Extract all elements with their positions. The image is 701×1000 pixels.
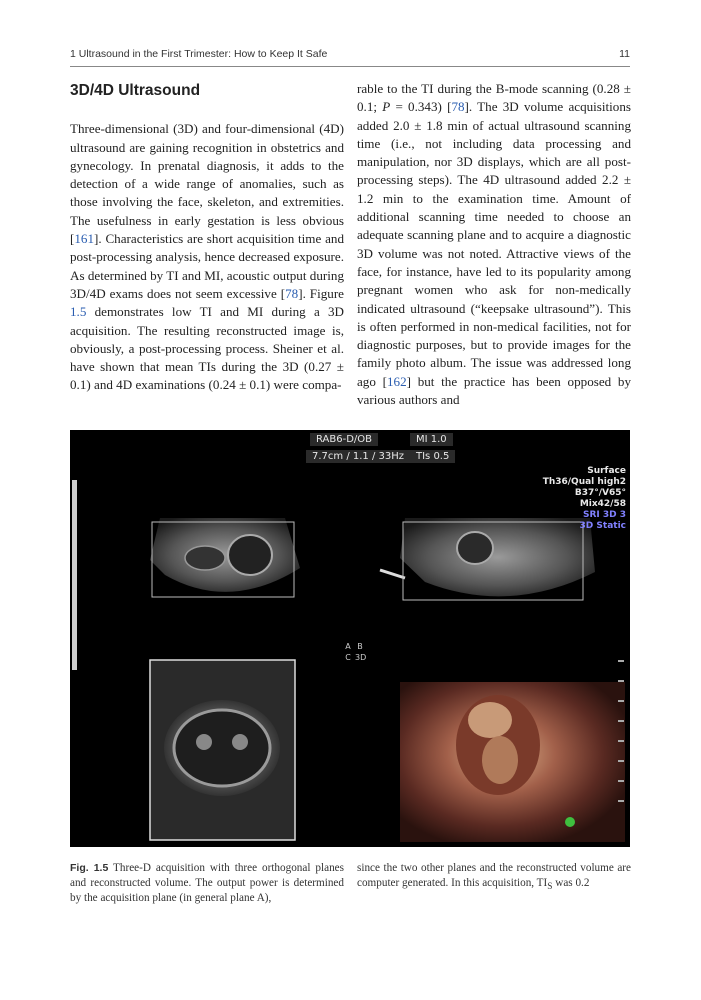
text-span: = 0.343) [ — [390, 99, 452, 115]
plane-c-label[interactable]: C — [345, 653, 351, 662]
text-span: ]. The 3D volume acquisitions added 2.0 ± 1.8 min of actual ultrasound scanning time (i.e., not including data processing and manipulation, nor 3D displays, which are all post-processing steps). The 4D ultrasound added 2.2 ± 1.2 min to the examination time. Amount of additional scanning time needed to choose an adequate scanning plane and to acquire a diagnostic 3D volume was not noted. Attractive views of the face, for instance, have led to its popularity among pregnant women who ask for non-medically indicated ultrasound (“keepsake ultrasound”). This is often performed in non-medical facilities, not for diagnostic purposes, but to provide images for the family photo album. The issue was addressed long ago [ — [357, 99, 631, 389]
paragraph — [70, 120, 344, 394]
left-column — [70, 78, 344, 395]
caption-text: since the two other planes and the reconstructed volume are computer generated. In this acquisition, TI — [357, 862, 631, 889]
citation-link[interactable]: 161 — [74, 231, 95, 247]
setting-line: Mix42/58 — [579, 499, 626, 509]
page-number: 11 — [619, 48, 630, 60]
running-head — [70, 48, 630, 64]
setting-line: Th36/Qual high2 — [542, 477, 626, 487]
figure-label: Fig. 1.5 — [70, 862, 109, 874]
text-span: ]. Figure — [298, 285, 344, 301]
plane-3d-label[interactable]: 3D — [355, 653, 367, 662]
citation-link[interactable]: 162 — [386, 373, 407, 389]
rendered-volume — [400, 682, 625, 842]
citation-link[interactable]: 78 — [451, 99, 465, 115]
plane-a — [150, 518, 300, 597]
probe-readout: RAB6-D/OB — [310, 433, 378, 446]
italic-p: P — [382, 99, 391, 115]
subscript-s: S — [547, 882, 553, 893]
plane-selector[interactable] — [343, 642, 365, 664]
caption-text: was 0.2 — [552, 877, 590, 889]
citation-link[interactable]: 78 — [285, 285, 299, 301]
setting-line: SRI 3D 3 — [582, 510, 626, 520]
plane-a-label[interactable]: A — [345, 642, 351, 651]
grayscale-bar — [72, 480, 77, 670]
plane-b-label[interactable]: B — [357, 642, 363, 651]
tis-readout: TIs 0.5 — [410, 450, 455, 463]
section-title: 3D/4D Ultrasound — [70, 82, 201, 99]
text-span: ] but the practice has been opposed by various authors and — [357, 373, 631, 408]
right-column — [357, 80, 631, 409]
text-span: rable to the TI during the B-mode scanning (0.28 ± 0.1; — [357, 81, 631, 115]
plane-c — [150, 660, 295, 840]
figure-caption-left — [70, 861, 344, 906]
render-settings — [543, 466, 626, 532]
header-rule — [70, 66, 630, 67]
paragraph — [357, 80, 631, 409]
figure-link[interactable]: 1.5 — [70, 304, 87, 320]
mi-readout: MI 1.0 — [410, 433, 453, 446]
text-span: ]. Characteristics are short acquisition time and post-processing analysis, hence decreased exposure. As determined by TI and MI, acoustic output during 3D/4D exams does not seem excessive [ — [70, 231, 344, 301]
setting-line: Surface — [587, 466, 626, 476]
text-span: demonstrates low TI and MI during a 3D acquisition. The resulting reconstructed image is, obviously, a post-processing process. Sheiner et al. have shown that mean TIs during the 3D (0.27 ± 0.1) and 4D examinations (0.24 ± 0.1) were compa- — [70, 304, 344, 393]
text-span: Three-dimensional (3D) and four-dimensional (4D) ultrasound are gaining recognition in obstetrics and gynecology. In prenatal diagnosis, it adds to the detection of a wide range of anomalies, such as those involving the face, skeleton, and extremities. The usefulness in early gestation is less obvious [ — [70, 121, 344, 247]
setting-line: 3D Static — [579, 521, 626, 531]
setting-line: B37°/V65° — [574, 488, 626, 498]
caption-text: Three-D acquisition with three orthogonal planes and reconstructed volume. The output power is determined by the acquisition plane (in general plane A), — [70, 862, 344, 904]
chapter-title: 1 Ultrasound in the First Trimester: How to Keep It Safe — [70, 48, 328, 60]
depth-readout: 7.7cm / 1.1 / 33Hz — [306, 450, 410, 463]
ultrasound-figure — [70, 430, 630, 847]
figure-caption-right — [357, 861, 631, 895]
